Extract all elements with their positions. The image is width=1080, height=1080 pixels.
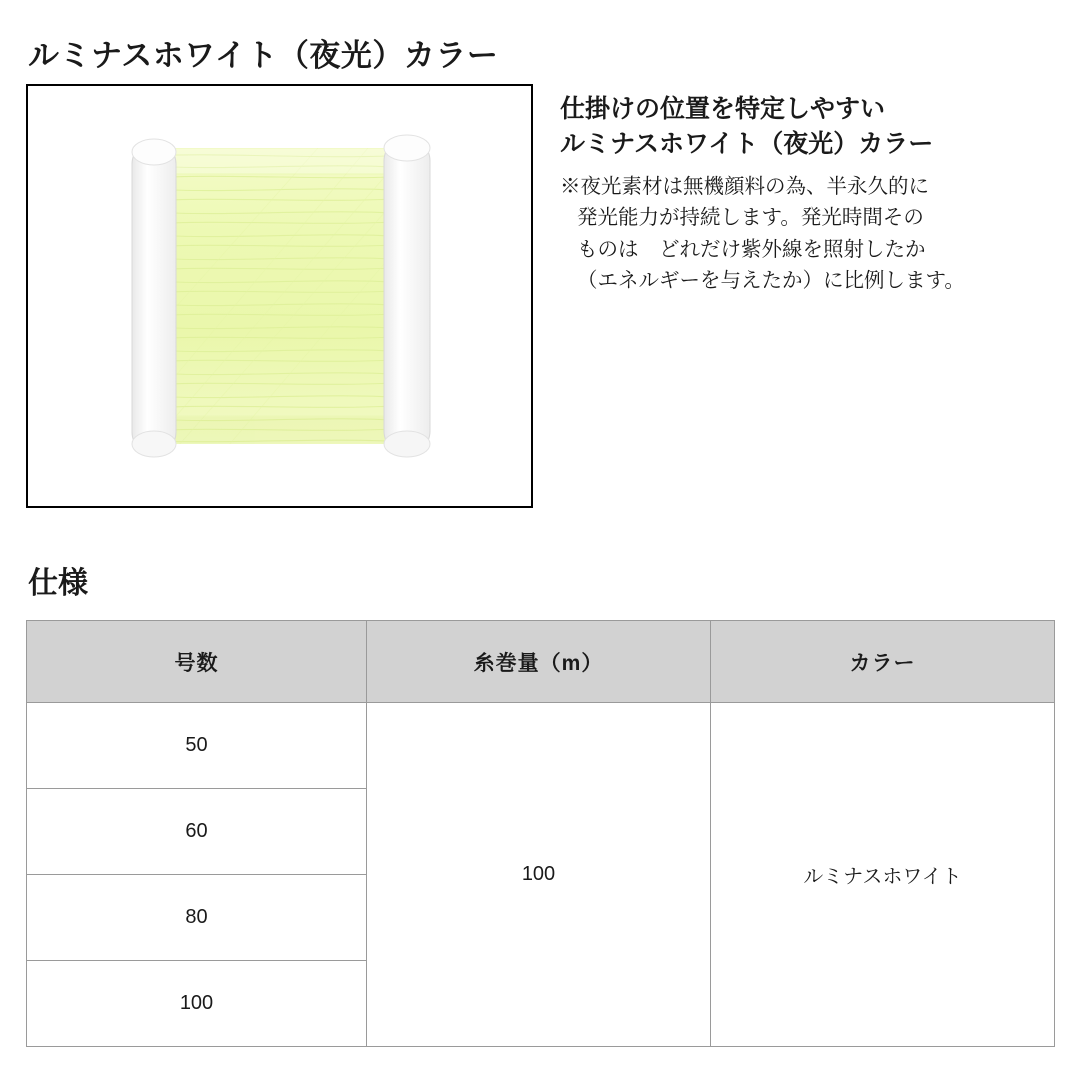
promo-note-line-4: （エネルギーを与えたか）に比例します。 xyxy=(577,269,965,293)
spec-size-value: 50 xyxy=(27,703,367,789)
spec-header-length: 糸巻量（m） xyxy=(367,621,711,703)
spec-color-value: ルミナスホワイト xyxy=(711,703,1055,1047)
spec-length-value: 100 xyxy=(367,703,711,1047)
spool-flange-left xyxy=(132,139,176,457)
spec-size-value: 80 xyxy=(27,875,367,961)
promo-note-line-3: ものは どれだけ紫外線を照射したか xyxy=(577,237,926,261)
spec-table-header-row xyxy=(27,621,1055,703)
page-title: ルミナスホワイト（夜光）カラー xyxy=(28,38,499,73)
promo-note-line-1: ※夜光素材は無機顔料の為、半永久的に xyxy=(560,175,929,198)
promo-text-block xyxy=(560,92,1062,296)
spec-table xyxy=(26,620,1055,1047)
spool-flange-right xyxy=(384,135,430,457)
product-photo-frame xyxy=(26,84,533,508)
promo-note xyxy=(560,171,1062,296)
spec-section-title: 仕様 xyxy=(28,567,88,600)
promo-headline-line-2: ルミナスホワイト（夜光）カラー xyxy=(560,129,934,158)
spec-header-color: カラー xyxy=(711,621,1055,703)
promo-headline-line-1: 仕掛けの位置を特定しやすい xyxy=(560,95,886,123)
spec-size-value: 60 xyxy=(27,789,367,875)
spec-size-value: 100 xyxy=(27,961,367,1047)
spool-illustration xyxy=(28,86,531,506)
promo-note-line-2: 発光能力が持続します。発光時間その xyxy=(577,206,924,230)
table-row xyxy=(27,703,1055,789)
promo-headline xyxy=(560,92,1062,161)
spec-header-size: 号数 xyxy=(27,621,367,703)
